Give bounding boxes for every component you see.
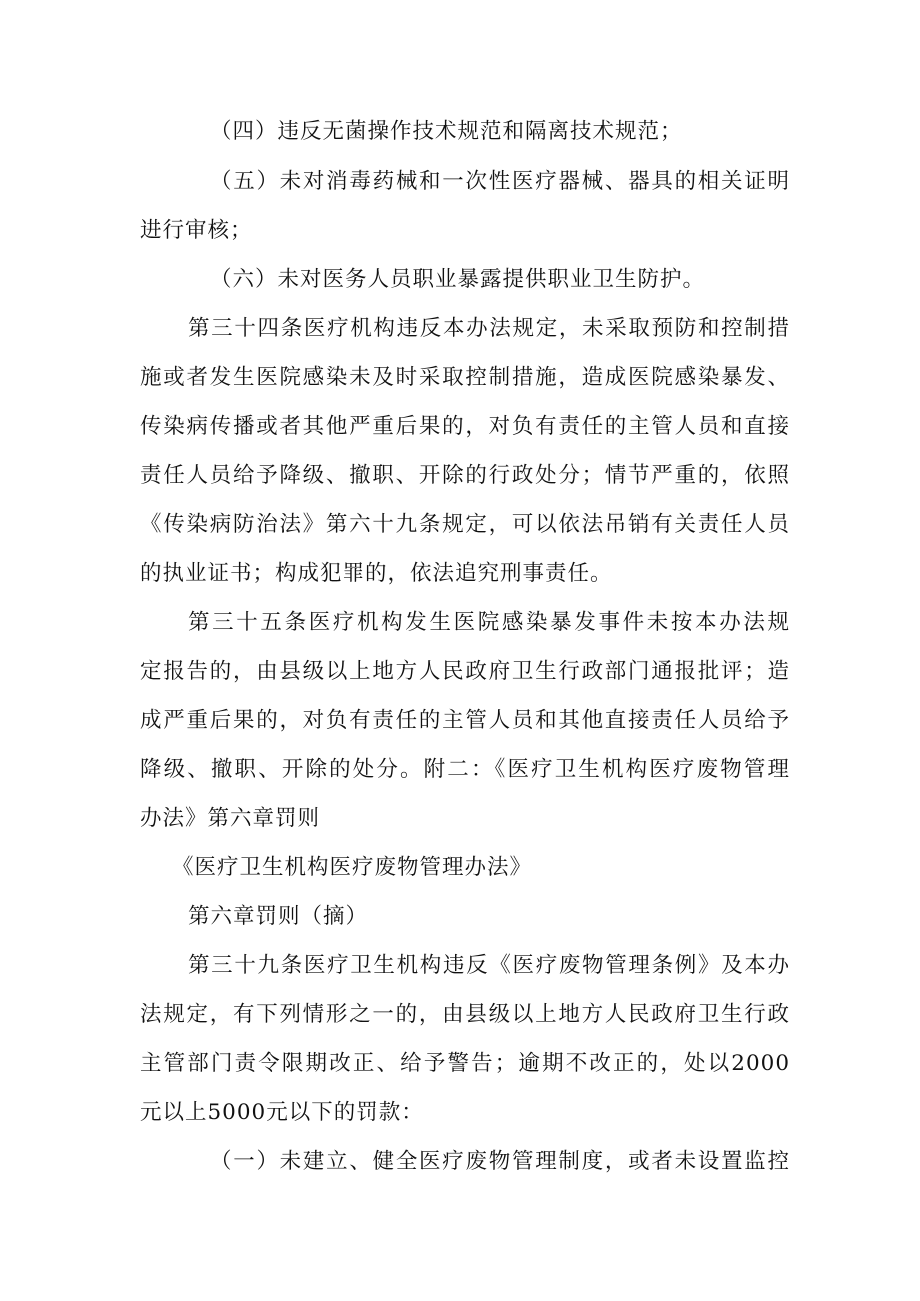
text-line: 责任人员给予降级、撤职、开除的行政处分；情节严重的，依照 <box>140 463 790 488</box>
text-line: （六）未对医务人员职业暴露提供职业卫生防护。 <box>210 267 706 292</box>
text-line: 《传染病防治法》第六十九条规定，可以依法吊销有关责任人员 <box>140 512 790 537</box>
text-line: 第三十四条医疗机构违反本办法规定，未采取预防和控制措 <box>188 316 790 341</box>
text-line: 降级、撤职、开除的处分。附二：《医疗卫生机构医疗废物管理 <box>140 757 790 782</box>
text-line: 传染病传播或者其他严重后果的，对负有责任的主管人员和直接 <box>140 414 790 439</box>
text-line: 定报告的，由县级以上地方人民政府卫生行政部门通报批评；造 <box>140 659 790 684</box>
text-line: 成严重后果的，对负有责任的主管人员和其他直接责任人员给予 <box>140 708 790 733</box>
text-line: 进行审核； <box>140 218 253 243</box>
text-line: 第六章罚则（摘） <box>188 904 369 929</box>
text-line: 施或者发生医院感染未及时采取控制措施，造成医院感染暴发、 <box>140 365 790 390</box>
text-line: 法规定，有下列情形之一的，由县级以上地方人民政府卫生行政 <box>140 1002 790 1027</box>
text-line: 元以上5000元以下的罚款： <box>140 1100 424 1125</box>
text-line: 主管部门责令限期改正、给予警告；逾期不改正的，处以2000 <box>140 1051 790 1076</box>
text-line: （一）未建立、健全医疗废物管理制度，或者未设置监控 <box>210 1149 790 1174</box>
text-line: 第三十九条医疗卫生机构违反《医疗废物管理条例》及本办 <box>188 953 790 978</box>
text-line: 的执业证书；构成犯罪的，依法追究刑事责任。 <box>140 561 613 586</box>
text-line: 办法》第六章罚则 <box>140 806 321 831</box>
text-line: 第三十五条医疗机构发生医院感染暴发事件未按本办法规 <box>188 610 790 635</box>
text-line: （四）违反无菌操作技术规范和隔离技术规范； <box>210 119 683 144</box>
text-line: 《医疗卫生机构医疗废物管理办法》 <box>172 855 533 880</box>
text-line: （五）未对消毒药械和一次性医疗器械、器具的相关证明 <box>210 169 790 194</box>
